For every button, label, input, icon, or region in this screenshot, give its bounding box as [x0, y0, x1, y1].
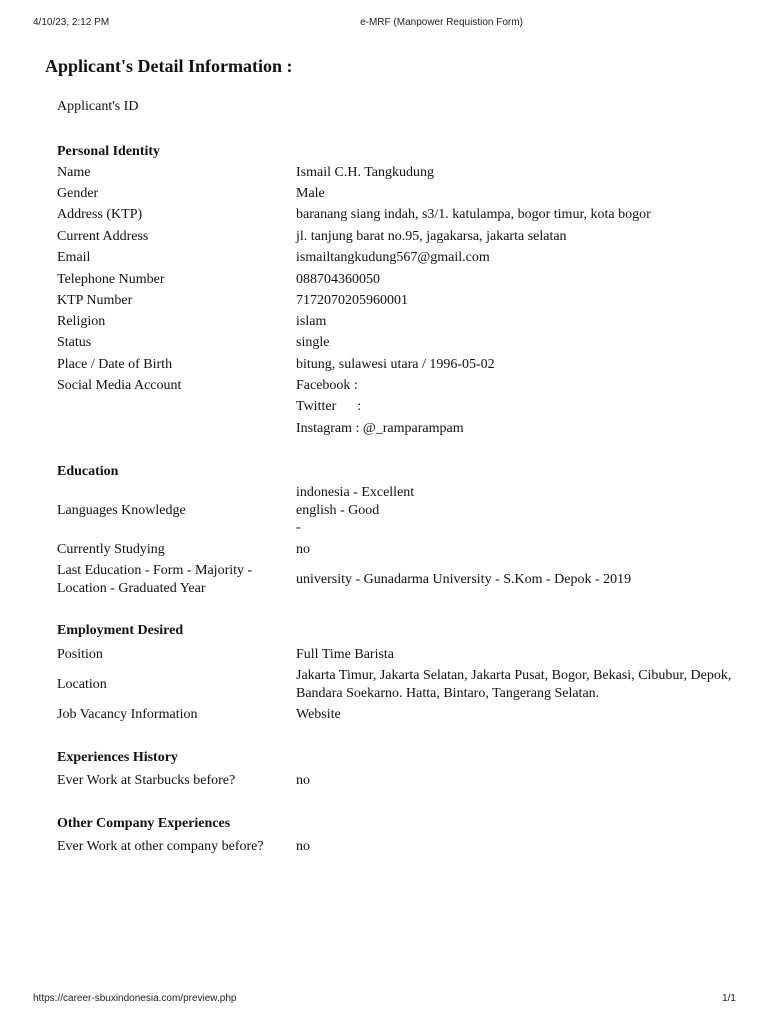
current-address-label: Current Address [57, 229, 149, 244]
section-employment-desired: Employment Desired [57, 623, 184, 638]
religion-value: islam [296, 314, 327, 329]
languages-label: Languages Knowledge [57, 503, 186, 518]
currently-studying-value: no [296, 542, 310, 557]
name-value: Ismail C.H. Tangkudung [296, 165, 434, 180]
section-other-company: Other Company Experiences [57, 816, 231, 831]
print-timestamp: 4/10/23, 2:12 PM [33, 17, 110, 28]
language-item: - [296, 520, 301, 535]
social-twitter-value: Twitter : [296, 399, 362, 414]
page-title: Applicant's Detail Information : [45, 56, 293, 76]
social-media-label: Social Media Account [57, 378, 182, 393]
section-experiences-history: Experiences History [57, 750, 178, 765]
language-item: english - Good [296, 503, 380, 518]
ktp-number-label: KTP Number [57, 293, 133, 308]
social-instagram-value: Instagram : @_ramparampam [296, 421, 464, 436]
currently-studying-label: Currently Studying [57, 542, 165, 557]
email-label: Email [57, 250, 91, 265]
position-value: Full Time Barista [296, 647, 395, 662]
current-address-value: jl. tanjung barat no.95, jagakarsa, jakarta selatan [296, 229, 567, 244]
print-url: https://career-sbuxindonesia.com/preview.php [33, 993, 237, 1004]
ktp-number-value: 7172070205960001 [296, 293, 408, 308]
status-label: Status [57, 335, 92, 350]
applicant-id-label: Applicant's ID [57, 99, 139, 114]
section-personal-identity: Personal Identity [57, 144, 161, 159]
address-ktp-label: Address (KTP) [57, 207, 143, 222]
gender-label: Gender [57, 186, 99, 201]
section-education: Education [57, 464, 119, 479]
location-value: Jakarta Timur, Jakarta Selatan, Jakarta Pusat, Bogor, Bekasi, Cibubur, Depok, Bandara Soekarno. Hatta, Bintaro, Tangerang Selatan. [296, 668, 732, 701]
email-value: ismailtangkudung567@gmail.com [296, 250, 490, 265]
name-label: Name [57, 165, 91, 180]
starbucks-value: no [296, 773, 310, 788]
last-education-value: university - Gunadarma University - S.Kom - Depok - 2019 [296, 572, 632, 587]
birth-value: bitung, sulawesi utara / 1996-05-02 [296, 357, 495, 372]
job-vacancy-label: Job Vacancy Information [57, 707, 198, 722]
religion-label: Religion [57, 314, 106, 329]
print-page-count: 1/1 [722, 993, 736, 1004]
telephone-value: 088704360050 [296, 272, 380, 287]
gender-value: Male [296, 186, 325, 201]
telephone-label: Telephone Number [57, 272, 165, 287]
other-company-label: Ever Work at other company before? [57, 839, 264, 854]
status-value: single [296, 335, 330, 350]
location-label: Location [57, 677, 107, 692]
starbucks-label: Ever Work at Starbucks before? [57, 773, 236, 788]
social-facebook-value: Facebook : [296, 378, 358, 393]
birth-label: Place / Date of Birth [57, 357, 173, 372]
print-page-title: e-MRF (Manpower Requistion Form) [360, 17, 523, 28]
language-item: indonesia - Excellent [296, 485, 415, 500]
position-label: Position [57, 647, 103, 662]
address-ktp-value: baranang siang indah, s3/1. katulampa, bogor timur, kota bogor [296, 207, 651, 222]
other-company-value: no [296, 839, 310, 854]
job-vacancy-value: Website [296, 707, 341, 722]
last-education-label: Last Education - Form - Majority - Location - Graduated Year [57, 563, 253, 596]
